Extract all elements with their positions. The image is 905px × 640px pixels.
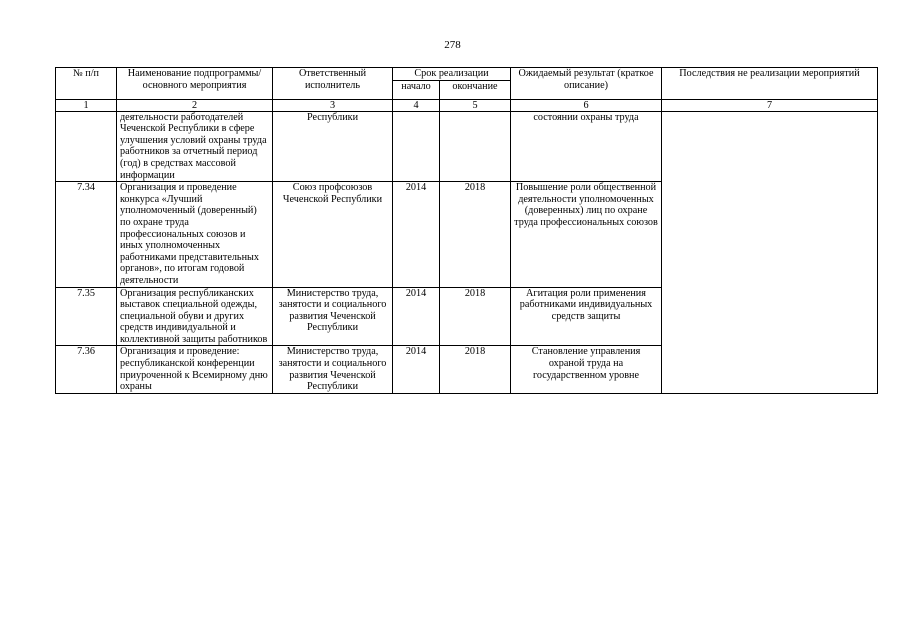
end-year bbox=[440, 111, 511, 182]
header-period: Срок реализации bbox=[393, 68, 511, 81]
executor: Союз профсоюзов Чеченской Республики bbox=[273, 182, 393, 287]
start-year: 2014 bbox=[393, 182, 440, 287]
row-number: 7.34 bbox=[56, 182, 117, 287]
header-result: Ожидаемый результат (краткое описание) bbox=[511, 68, 662, 100]
row-number: 7.35 bbox=[56, 287, 117, 346]
start-year: 2014 bbox=[393, 346, 440, 393]
row-number: 7.36 bbox=[56, 346, 117, 393]
header-end: окончание bbox=[440, 80, 511, 99]
start-year bbox=[393, 111, 440, 182]
table-row bbox=[56, 111, 878, 182]
start-year: 2014 bbox=[393, 287, 440, 346]
end-year: 2018 bbox=[440, 182, 511, 287]
header-executor: Ответственный исполнитель bbox=[273, 68, 393, 100]
executor: Республики bbox=[273, 111, 393, 182]
column-number: 2 bbox=[117, 99, 273, 111]
column-number: 6 bbox=[511, 99, 662, 111]
header-row bbox=[56, 68, 878, 81]
column-number: 1 bbox=[56, 99, 117, 111]
measures-table bbox=[55, 67, 878, 394]
header-consequences: Последствия не реализации мероприятий bbox=[662, 68, 878, 100]
expected-result: состоянии охраны труда bbox=[511, 111, 662, 182]
page-number: 278 bbox=[444, 39, 461, 51]
measure-name: Организация и проведение конкурса «Лучший уполномоченный (доверенный) по охране труда профессиональных союзов и иных уполномоченных работниками представительных органов», по итогам годовой деятельности bbox=[117, 182, 273, 287]
end-year: 2018 bbox=[440, 287, 511, 346]
measure-name: Организация и проведение: республиканской конференции приуроченной к Всемирному дню охраны bbox=[117, 346, 273, 393]
executor: Министерство труда, занятости и социального развития Чеченской Республики bbox=[273, 287, 393, 346]
measure-name: Организация республиканских выставок специальной одежды, специальной обуви и других средств индивидуальной и коллективной защиты работников bbox=[117, 287, 273, 346]
expected-result: Становление управления охраной труда на государственном уровне bbox=[511, 346, 662, 393]
column-number: 3 bbox=[273, 99, 393, 111]
executor: Министерство труда, занятости и социального развития Чеченской Республики bbox=[273, 346, 393, 393]
expected-result: Агитация роли применения работниками индивидуальных средств защиты bbox=[511, 287, 662, 346]
column-number: 4 bbox=[393, 99, 440, 111]
row-number bbox=[56, 111, 117, 182]
header-name: Наименование подпрограммы/ основного мероприятия bbox=[117, 68, 273, 100]
column-number-row bbox=[56, 99, 878, 111]
column-number: 7 bbox=[662, 99, 878, 111]
consequences-cell bbox=[662, 111, 878, 393]
header-start: начало bbox=[393, 80, 440, 99]
end-year: 2018 bbox=[440, 346, 511, 393]
column-number: 5 bbox=[440, 99, 511, 111]
measure-name: деятельности работодателей Чеченской Республики в сфере улучшения условий охраны труда работников за отчетный период (год) в средствах массовой информации bbox=[117, 111, 273, 182]
expected-result: Повышение роли общественной деятельности уполномоченных (доверенных) лиц по охране труда профессиональных союзов bbox=[511, 182, 662, 287]
header-num: № п/п bbox=[56, 68, 117, 100]
